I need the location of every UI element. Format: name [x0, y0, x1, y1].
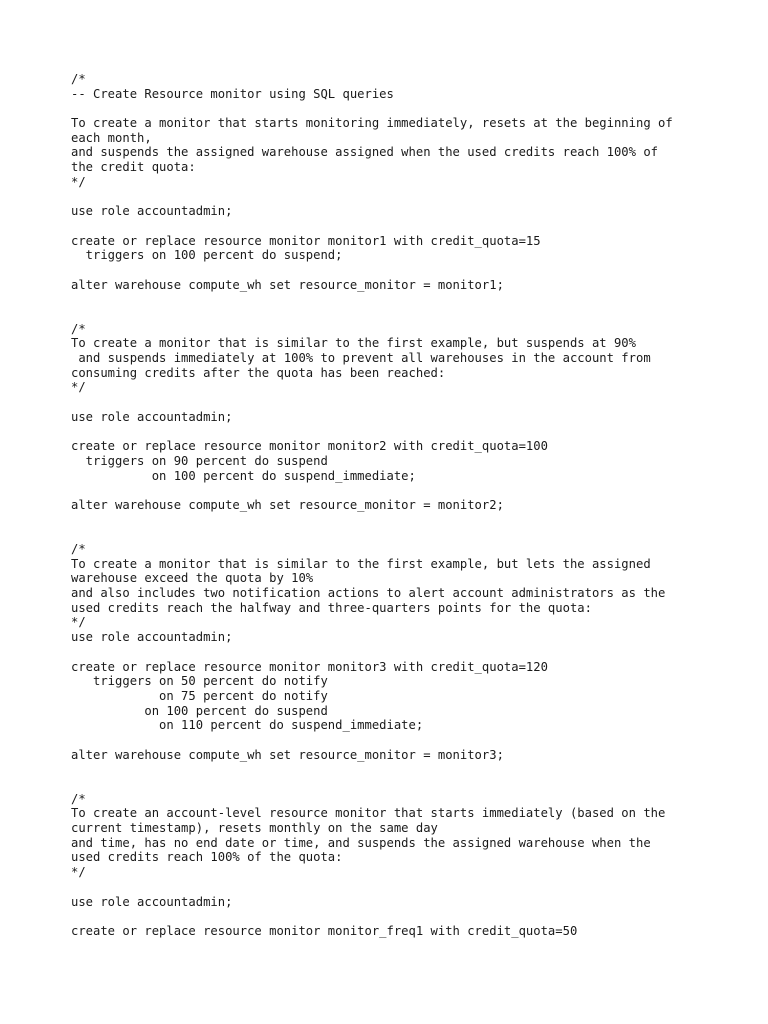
document-line: each month,: [71, 130, 152, 145]
document-line: alter warehouse compute_wh set resource_monitor = monitor2;: [71, 497, 504, 512]
document-line: /*: [71, 542, 86, 556]
document-line: [71, 777, 711, 792]
document-line: [71, 101, 711, 116]
document-line: [71, 425, 711, 440]
document-line: /*: [71, 321, 86, 336]
document-line: To create a monitor that is similar to the first example, but suspends at 90%: [71, 336, 636, 351]
document-line: [71, 513, 711, 528]
document-line: create or replace resource monitor monitor3 with credit_quota=120: [71, 659, 548, 674]
document-line: and also includes two notification actions to alert account administrators as the: [71, 586, 666, 601]
document-line: alter warehouse compute_wh set resource_monitor = monitor3;: [71, 747, 504, 762]
document-line: -- Create Resource monitor using SQL queries: [71, 86, 394, 101]
document-line: */: [71, 174, 86, 189]
document-line: /*: [71, 72, 86, 86]
document-line: on 110 percent do suspend_immediate;: [71, 718, 424, 733]
document-line: create or replace resource monitor monitor_freq1 with credit_quota=50: [71, 923, 578, 938]
document-line: [71, 880, 711, 895]
document-line: on 75 percent do notify: [71, 688, 328, 703]
document-line: warehouse exceed the quota by 10%: [71, 571, 314, 586]
document-line: To create a monitor that is similar to the first example, but lets the assigned: [71, 556, 651, 571]
document-line: triggers on 50 percent do notify: [71, 674, 328, 689]
document-line: on 100 percent do suspend_immediate;: [71, 468, 416, 483]
document-line: used credits reach 100% of the quota:: [71, 850, 343, 865]
document-line: [71, 190, 711, 205]
document-line: [71, 645, 711, 660]
document-line: triggers on 100 percent do suspend;: [71, 248, 343, 263]
document-line: To create a monitor that starts monitoring immediately, resets at the beginning of: [71, 116, 673, 131]
document-line: use role accountadmin;: [71, 204, 233, 219]
document-line: [71, 219, 711, 234]
document-line: on 100 percent do suspend: [71, 703, 328, 718]
document-line: [71, 292, 711, 307]
document-line: consuming credits after the quota has been reached:: [71, 365, 446, 380]
document-line: */: [71, 615, 86, 630]
document-line: */: [71, 865, 86, 880]
document-line: [71, 527, 711, 542]
document-line: the credit quota:: [71, 160, 196, 175]
document-line: and suspends the assigned warehouse assigned when the used credits reach 100% of: [71, 145, 658, 160]
document-line: triggers on 90 percent do suspend: [71, 453, 328, 468]
document-line: current timestamp), resets monthly on the same day: [71, 821, 438, 836]
document-line: */: [71, 380, 86, 395]
document-line: [71, 909, 711, 924]
document-line: [71, 733, 711, 748]
document-line: used credits reach the halfway and three-quarters points for the quota:: [71, 600, 592, 615]
document-line: create or replace resource monitor monitor2 with credit_quota=100: [71, 439, 548, 454]
document-line: [71, 762, 711, 777]
document-line: use role accountadmin;: [71, 894, 233, 909]
document-line: [71, 483, 711, 498]
sql-document: [71, 72, 711, 939]
document-line: [71, 395, 711, 410]
document-line: To create an account-level resource monitor that starts immediately (based on the: [71, 806, 666, 821]
document-line: and time, has no end date or time, and suspends the assigned warehouse when the: [71, 835, 651, 850]
document-line: [71, 263, 711, 278]
document-line: use role accountadmin;: [71, 409, 233, 424]
document-line: alter warehouse compute_wh set resource_monitor = monitor1;: [71, 277, 504, 292]
document-line: [71, 307, 711, 322]
document-line: use role accountadmin;: [71, 630, 233, 645]
document-line: /*: [71, 791, 86, 806]
document-line: create or replace resource monitor monitor1 with credit_quota=15: [71, 233, 541, 248]
document-line: and suspends immediately at 100% to prevent all warehouses in the account from: [71, 351, 651, 366]
